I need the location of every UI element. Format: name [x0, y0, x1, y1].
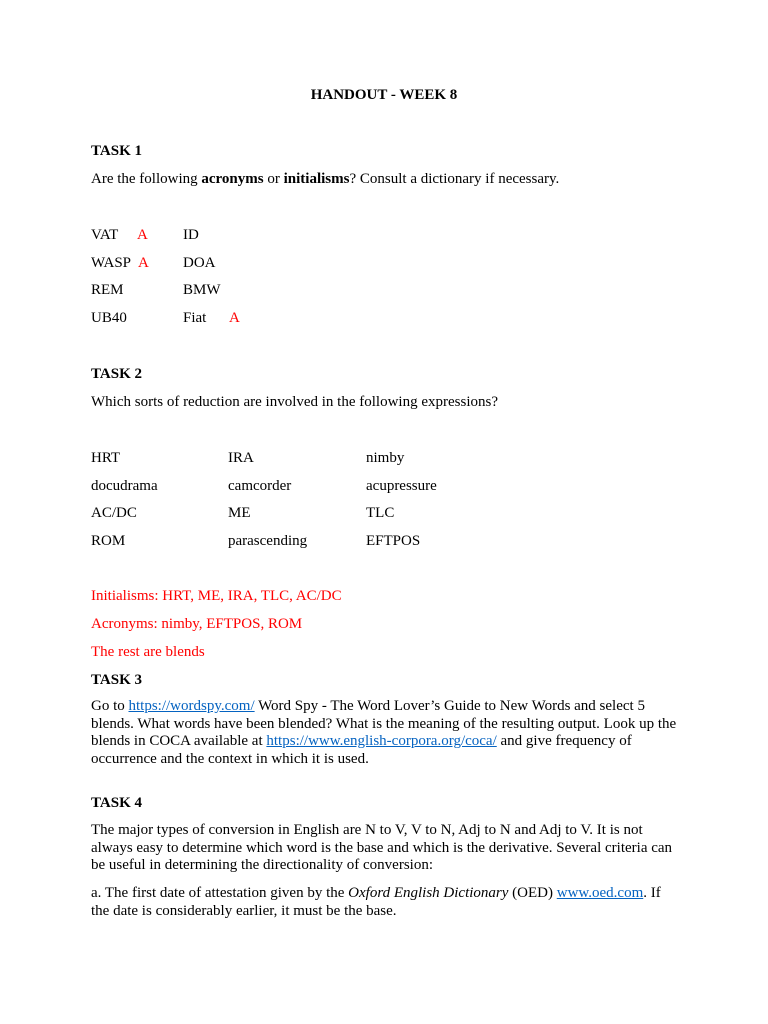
task4-a-pre: a. The first date of attestation given by the	[91, 885, 349, 901]
task2-term: ROM	[91, 533, 126, 549]
task1-term: ID	[183, 227, 199, 243]
task1-intro-initialisms: initialisms	[283, 171, 350, 187]
task1-term: REM	[91, 282, 124, 298]
task3-heading: TASK 3	[91, 672, 142, 688]
task2-answer-line: Initialisms: HRT, ME, IRA, TLC, AC/DC	[91, 588, 342, 604]
oed-title: Oxford English Dictionary	[348, 885, 509, 901]
task2-term: parascending	[228, 533, 308, 549]
task2-term: TLC	[366, 505, 395, 521]
task2-heading: TASK 2	[91, 366, 142, 382]
task2-answer-line: The rest are blends	[91, 644, 205, 660]
task4-paragraph: The major types of conversion in English are N to V, V to N, Adj to N and Adj to V. It is not always easy to determine which word is the base and which is the derivative. Several criteria can be useful in determining the directionality of conversion:	[91, 822, 673, 873]
task1-term: UB40	[91, 310, 127, 326]
task1-intro-acronyms: acronyms	[201, 171, 264, 187]
task2-term: EFTPOS	[366, 533, 421, 549]
wordspy-link[interactable]: https://wordspy.com/	[128, 698, 255, 714]
task1-answer-mark: A	[229, 310, 240, 326]
coca-link[interactable]: https://www.english-corpora.org/coca/	[266, 733, 497, 749]
task3-text1: Go to	[91, 698, 129, 714]
task1-term: WASP	[91, 255, 132, 271]
task4-criterion-a	[91, 885, 681, 920]
task1-heading: TASK 1	[91, 143, 142, 159]
task2-term: ME	[228, 505, 251, 521]
task3-paragraph	[91, 698, 681, 768]
task1-intro-post: ? Consult a dictionary if necessary.	[349, 171, 560, 187]
task4-a-post: . If the date is considerably earlier, it must be the base.	[91, 885, 661, 919]
task3-text2: Word Spy - The Word Lover’s Guide to New Words and select 5 blends. What words have been blended? What is the meaning of the resulting output. Look up the blends in COCA available at	[91, 698, 677, 749]
task4-a-mid: (OED)	[508, 885, 557, 901]
task1-intro	[91, 170, 559, 188]
task1-term: VAT	[91, 227, 119, 243]
task3-text3: and give frequency of occurrence and the context in which it is used.	[91, 733, 632, 767]
task2-term: AC/DC	[91, 505, 137, 521]
task2-term: docudrama	[91, 478, 158, 494]
task2-term: HRT	[91, 450, 121, 466]
task4-heading: TASK 4	[91, 795, 142, 811]
task2-term: camcorder	[228, 478, 292, 494]
task2-term: nimby	[366, 450, 405, 466]
task1-intro-pre: Are the following	[91, 171, 202, 187]
oed-link[interactable]: www.oed.com	[556, 885, 644, 901]
task2-answer-line: Acronyms: nimby, EFTPOS, ROM	[91, 616, 303, 632]
task1-term: BMW	[183, 282, 221, 298]
task1-answer-mark: A	[138, 255, 149, 271]
task2-term: IRA	[228, 450, 254, 466]
page-title: HANDOUT - WEEK 8	[310, 87, 458, 103]
task2-term: acupressure	[366, 478, 437, 494]
task1-term: DOA	[183, 255, 216, 271]
task1-intro-mid: or	[263, 171, 284, 187]
task1-term: Fiat	[183, 310, 207, 326]
task1-answer-mark: A	[137, 227, 148, 243]
task2-intro: Which sorts of reduction are involved in the following expressions?	[91, 394, 498, 410]
